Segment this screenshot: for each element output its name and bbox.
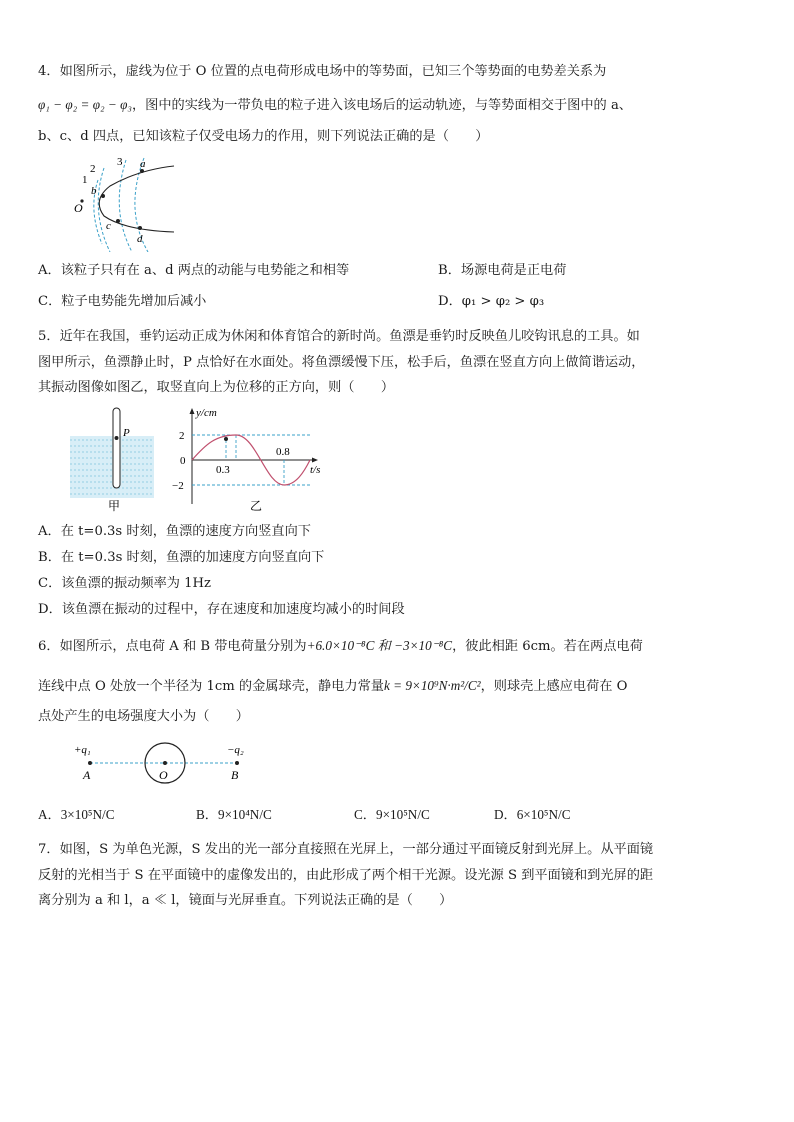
q4-option-b[interactable]: B．场源电荷是正电荷 bbox=[438, 263, 567, 278]
label-q1: +q₁ bbox=[74, 744, 91, 756]
q4-stem-line2-text: ，图中的实线为一带负电的粒子进入该电场后的运动轨迹，与等势面相交于图中的 a、 bbox=[132, 98, 632, 113]
q4-potential-equation: φ₁ − φ₂ = φ₂ − φ₃ bbox=[38, 97, 132, 112]
label-B: B bbox=[231, 768, 239, 782]
q6-option-d[interactable]: D．6×10⁵N/C bbox=[494, 807, 571, 822]
q4-option-a[interactable]: A．该粒子只有在 a、d 两点的动能与电势能之和相等 bbox=[38, 263, 350, 278]
label-P: P bbox=[123, 427, 130, 439]
label-2: 2 bbox=[90, 163, 96, 175]
point-O6 bbox=[163, 761, 167, 765]
label-y2: 2 bbox=[179, 430, 185, 442]
label-A: A bbox=[83, 768, 91, 782]
fishing-float bbox=[113, 408, 120, 488]
label-a: a bbox=[140, 158, 146, 170]
label-b: b bbox=[91, 185, 97, 197]
q4-stem-line2 bbox=[38, 96, 632, 115]
point-B bbox=[235, 761, 239, 765]
q6-stem-line1c: ，彼此相距 6cm。若在两点电荷 bbox=[452, 639, 643, 654]
equipotential-line-3 bbox=[119, 160, 132, 252]
q7-stem-line2: 反射的光相当于 S 在平面镜中的虚像发出的，由此形成了两个相干光源。设光源 S 到平面镜和到光屏的距 bbox=[38, 868, 654, 883]
q7-stem-line3: 离分别为 a 和 l，a ≪ l，镜面与光屏垂直。下列说法正确的是（ ） bbox=[38, 893, 453, 908]
q5-figure-jia bbox=[70, 404, 170, 514]
label-c: c bbox=[106, 220, 111, 232]
q6-option-c[interactable]: C．9×10⁵N/C bbox=[354, 807, 430, 822]
label-O: O bbox=[159, 768, 168, 782]
q6-charges-figure bbox=[70, 738, 270, 788]
label-ylabel: y/cm bbox=[196, 407, 217, 419]
label-1: 1 bbox=[82, 174, 88, 186]
point-d bbox=[138, 226, 142, 230]
q4-option-c[interactable]: C．粒子电势能先增加后减小 bbox=[38, 294, 207, 309]
q5-option-a[interactable]: A．在 t=0.3s 时刻，鱼漂的速度方向竖直向下 bbox=[38, 524, 311, 539]
label-y0: 0 bbox=[180, 455, 186, 467]
label-yneg2: −2 bbox=[172, 480, 184, 492]
q5-option-b[interactable]: B．在 t=0.3s 时刻，鱼漂的加速度方向竖直向下 bbox=[38, 550, 325, 565]
label-t08: 0.8 bbox=[276, 446, 290, 458]
label-yi: 乙 bbox=[250, 499, 263, 513]
q6-stem-line3: 点处产生的电场强度大小为（ ） bbox=[38, 709, 249, 724]
q6-stem-line2c: ，则球壳上感应电荷在 O bbox=[480, 679, 628, 694]
q6-charges: +6.0×10⁻⁸C 和 −3×10⁻⁸C bbox=[306, 638, 453, 653]
q4-stem-line1: 4．如图所示，虚线为位于 O 位置的点电荷形成电场中的等势面，已知三个等势面的电势差关系为 bbox=[38, 64, 607, 79]
q4-option-d[interactable]: D．φ₁ > φ₂ > φ₃ bbox=[438, 294, 545, 309]
q5-stem-line3: 其振动图像如图乙，取竖直向上为位移的正方向，则（ ） bbox=[38, 380, 395, 395]
label-d: d bbox=[137, 233, 143, 245]
label-q2: −q₂ bbox=[227, 744, 244, 756]
q5-stem-line1: 5．近年在我国，垂钓运动正成为休闲和体育馆合的新时尚。鱼漂是垂钓时反映鱼儿咬钩讯息的工具。如 bbox=[38, 329, 640, 344]
q5-option-c[interactable]: C．该鱼漂的振动频率为 1Hz bbox=[38, 576, 211, 591]
q6-option-b[interactable]: B．9×10⁴N/C bbox=[196, 807, 272, 822]
q5-option-d[interactable]: D．该鱼漂在振动的过程中，存在速度和加速度均减小的时间段 bbox=[38, 602, 405, 617]
q6-stem-line1 bbox=[38, 637, 643, 656]
point-b bbox=[101, 194, 105, 198]
q6-coulomb-constant: k = 9×10⁹N·m²/C² bbox=[383, 678, 481, 693]
point-P bbox=[115, 436, 119, 440]
label-jia: 甲 bbox=[108, 499, 121, 513]
q4-equipotential-figure bbox=[70, 152, 200, 252]
label-t03: 0.3 bbox=[216, 464, 230, 476]
q6-stem-line2a: 连线中点 O 处放一个半径为 1cm 的金属球壳，静电力常量 bbox=[38, 679, 384, 694]
q4-stem-line3: b、c、d 四点，已知该粒子仅受电场力的作用，则下列说法正确的是（ ） bbox=[38, 129, 489, 144]
q6-option-a[interactable]: A．3×10⁵N/C bbox=[38, 807, 115, 822]
q5-vibration-graph bbox=[170, 404, 330, 514]
q5-stem-line2: 图甲所示，鱼漂静止时，P 点恰好在水面处。将鱼漂缓慢下压，松手后，鱼漂在竖直方向上做简谐运动， bbox=[38, 355, 645, 370]
q6-stem-line2 bbox=[38, 677, 627, 696]
label-xlabel: t/s bbox=[310, 464, 321, 476]
point-t03 bbox=[224, 437, 228, 441]
point-A bbox=[88, 761, 92, 765]
q6-stem-line1a: 6．如图所示，点电荷 A 和 B 带电荷量分别为 bbox=[38, 639, 307, 654]
water-region bbox=[70, 436, 154, 498]
point-c bbox=[116, 219, 120, 223]
q7-stem-line1: 7．如图，S 为单色光源，S 发出的光一部分直接照在光屏上，一部分通过平面镜反射到光屏上。从平面镜 bbox=[38, 842, 654, 857]
label-3: 3 bbox=[117, 156, 123, 168]
label-O: O bbox=[74, 201, 83, 215]
